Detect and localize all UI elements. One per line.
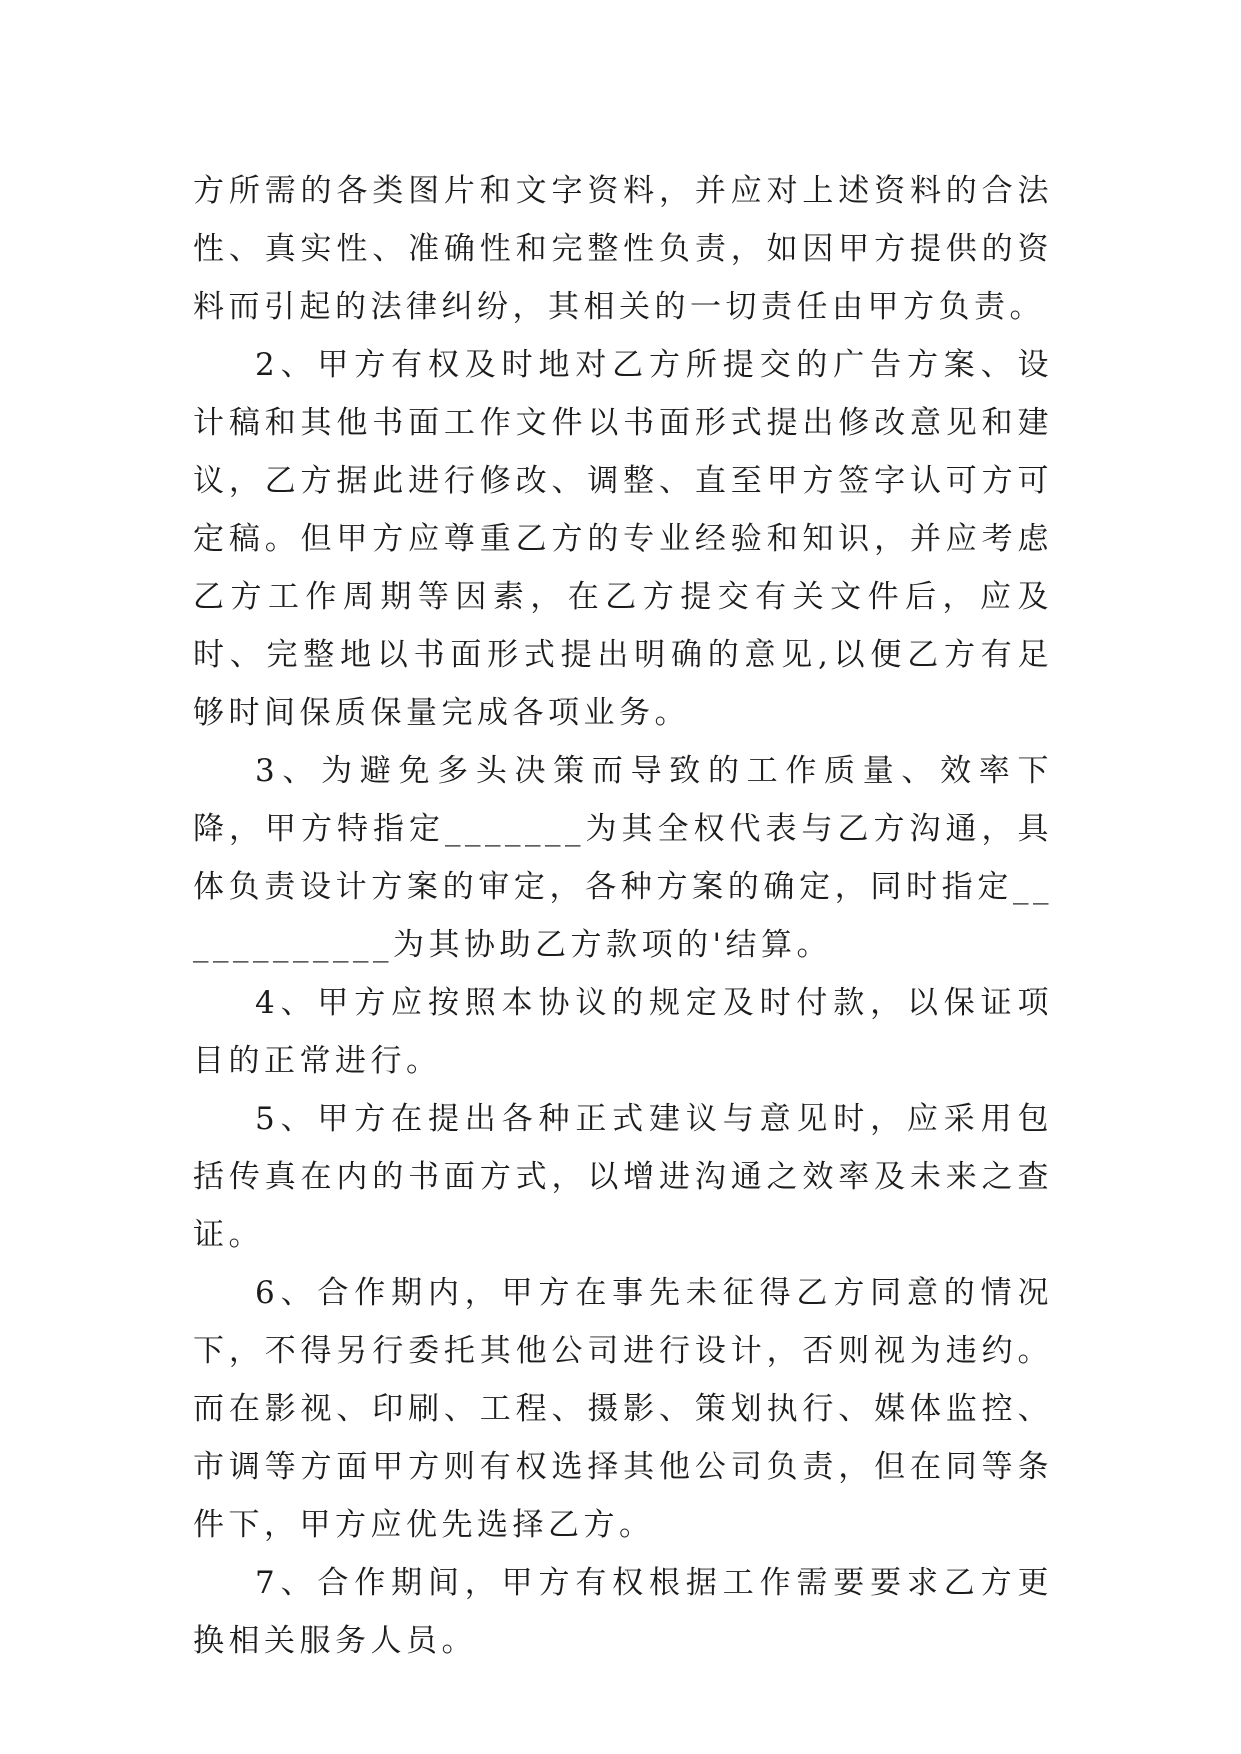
paragraph-clause-5: 5、甲方在提出各种正式建议与意见时，应采用包括传真在内的书面方式，以增进沟通之效率及未来之查证。 [193, 1101, 1053, 1253]
paragraph-clause-6: 6、合作期内，甲方在事先未征得乙方同意的情况下，不得另行委托其他公司进行设计，否则视为违约。而在影视、印刷、工程、摄影、策划执行、媒体监控、市调等方面甲方则有权选择其他公司负责，但在同等条件下，甲方应优先选择乙方。 [193, 1275, 1053, 1543]
paragraph-clause-4: 4、甲方应按照本协议的规定及时付款，以保证项目的正常进行。 [193, 985, 1053, 1079]
paragraph-clause-3: 3、为避免多头决策而导致的工作质量、效率下降，甲方特指定_______为其全权代表与乙方沟通，具体负责设计方案的审定，各种方案的确定，同时指定____________为其协助乙方款项的'结算。 [193, 753, 1053, 963]
paragraph-continued: 方所需的各类图片和文字资料，并应对上述资料的合法性、真实性、准确性和完整性负责，如因甲方提供的资料而引起的法律纠纷，其相关的一切责任由甲方负责。 [193, 173, 1053, 325]
paragraph-clause-7: 7、合作期间，甲方有权根据工作需要要求乙方更换相关服务人员。 [193, 1565, 1053, 1659]
paragraph-clause-2: 2、甲方有权及时地对乙方所提交的广告方案、设计稿和其他书面工作文件以书面形式提出修改意见和建议，乙方据此进行修改、调整、直至甲方签字认可方可定稿。但甲方应尊重乙方的专业经验和知识，并应考虑乙方工作周期等因素，在乙方提交有关文件后，应及时、完整地以书面形式提出明确的意见,以便乙方有足够时间保质保量完成各项业务。 [193, 347, 1053, 731]
document-body [193, 162, 1053, 1670]
